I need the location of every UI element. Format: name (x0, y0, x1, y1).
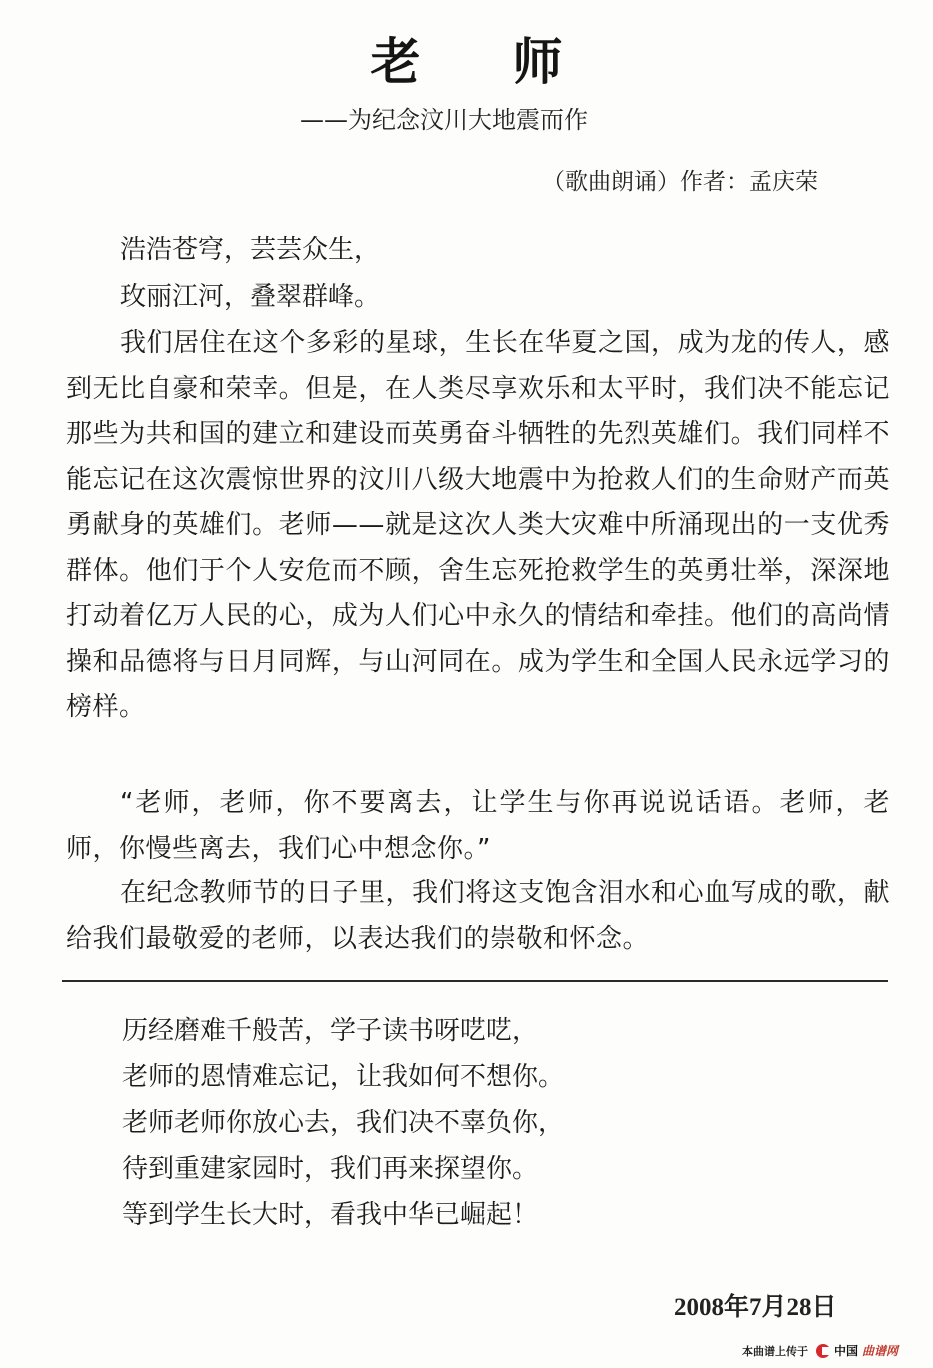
lyric-line: 老师的恩情难忘记，让我如何不想你。 (122, 1062, 565, 1092)
subtitle: ——为纪念汶川大地震而作 (300, 106, 588, 134)
section-divider (62, 980, 888, 982)
document-date: 2008年7月28日 (674, 1294, 837, 1321)
lyrics-block (122, 1008, 564, 1238)
title-char-2: 师 (512, 32, 563, 91)
lyric-line: 等到学生长大时，看我中华已崛起！ (122, 1200, 539, 1230)
site-logo-icon (816, 1344, 830, 1358)
opening-verse-line-2: 玫丽江河，叠翠群峰。 (120, 282, 381, 312)
lyric-line: 老师老师你放心去，我们决不辜负你， (122, 1108, 565, 1138)
site-watermark (742, 1342, 898, 1359)
body-paragraph-quote: “老师，老师，你不要离去，让学生与你再说说话语。老师，老师，你慢些离去，我们心中想念你。” (66, 788, 890, 864)
page-title (0, 22, 933, 94)
lyric-line: 待到重建家园时，我们再来探望你。 (122, 1154, 539, 1184)
body-paragraph-1: 我们居住在这个多彩的星球，生长在华夏之国，成为龙的传人，感到无比自豪和荣幸。但是，在人类尽享欢乐和太平时，我们决不能忘记那些为共和国的建立和建设而英勇奋斗牺牲的先烈英雄们。我们同样不能忘记在这次震惊世界的汶川八级大地震中为抢救人们的生命财产而英勇献身的英雄们。老师——就是这次人类大灾难中所涌现出的一支优秀群体。他们于个人安危而不顾，舍生忘死抢救学生的英勇壮举，深深地打动着亿万人民的心，成为人们心中永久的情结和牵挂。他们的高尚情操和品德将与日月同辉，与山河同在。成为学生和全国人民永远学习的榜样。 (66, 328, 890, 722)
lyric-line: 历经磨难千般苦，学子读书呀呓呓， (122, 1016, 539, 1046)
author-byline: （歌曲朗诵）作者：孟庆荣 (542, 169, 818, 195)
opening-verse-line-1: 浩浩苍穹，芸芸众生， (120, 235, 381, 265)
body-paragraph-3: 在纪念教师节的日子里，我们将这支饱含泪水和心血写成的歌，献给我们最敬爱的老师，以表达我们的崇敬和怀念。 (66, 878, 890, 954)
title-char-1: 老 (370, 32, 421, 91)
logo-text-black: 中国 (834, 1344, 859, 1358)
logo-text-red: 曲谱网 (862, 1344, 899, 1358)
watermark-prefix: 本曲谱上传于 (742, 1344, 808, 1358)
